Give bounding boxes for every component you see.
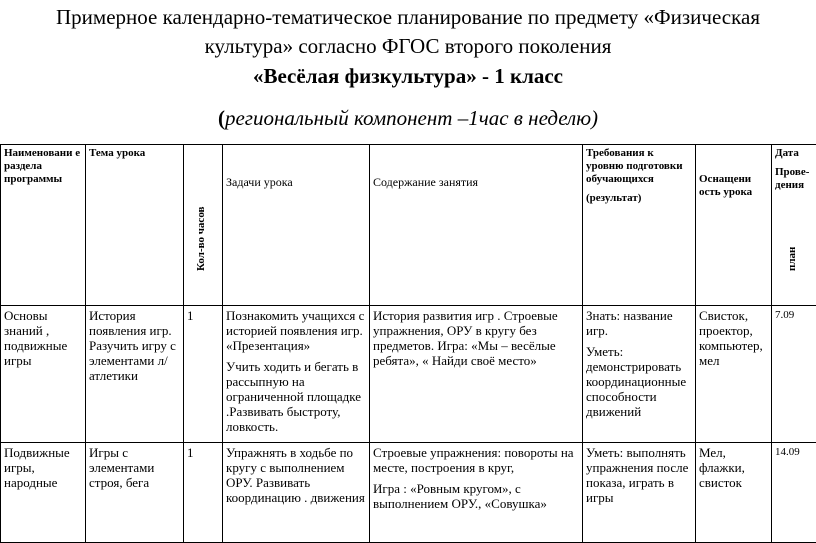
cell-content-p1: История развития игр . Строевые упражнения, ОРУ в кругу без предметов. Игра: «Мы – весёлые ребята», « Найди своё место» <box>373 308 579 368</box>
cell-tasks <box>223 443 370 543</box>
course-subtitle: «Весёлая физкультура» - 1 класс <box>0 64 816 89</box>
cell-hours: 1 <box>184 306 223 443</box>
table-row <box>1 443 816 543</box>
course-note <box>0 106 816 131</box>
cell-requirements <box>583 306 696 443</box>
title-line-2: культура» согласно ФГОС второго поколения <box>0 32 816 61</box>
cell-req-p1: Уметь: выполнять упражнения после показа, играть в игры <box>586 445 692 505</box>
cell-tasks-p2: Учить ходить и бегать в рассыпную на ограниченной площадке .Развивать быстроту, ловкость. <box>226 359 366 434</box>
table-header-row <box>1 145 816 306</box>
cell-content <box>370 306 583 443</box>
cell-req-p2: Уметь: демонстрировать координационные способности движений <box>586 344 692 419</box>
header-requirements-result: (результат) <box>586 192 692 205</box>
cell-date: 14.09 <box>772 443 816 543</box>
title-line-1: Примерное календарно-тематическое планирование по предмету «Физическая <box>0 3 816 32</box>
cell-tasks-p1: Упражнять в ходьбе по кругу с выполнением ОРУ. Развивать координацию . движения <box>226 445 366 505</box>
header-date <box>772 145 816 306</box>
cell-tasks <box>223 306 370 443</box>
cell-content-p2: Игра : «Ровным кругом», с выполнением ОРУ., «Совушка» <box>373 481 579 511</box>
cell-date: 7.09 <box>772 306 816 443</box>
header-date-plan: план <box>786 247 799 271</box>
cell-req-p1: Знать: название игр. <box>586 308 692 338</box>
header-section: Наименовани е раздела программы <box>1 145 86 306</box>
plan-table <box>0 144 816 543</box>
header-requirements <box>583 145 696 306</box>
cell-hours: 1 <box>184 443 223 543</box>
cell-section: Подвижные игры, народные <box>1 443 86 543</box>
note-paren: ( <box>218 106 225 130</box>
cell-content <box>370 443 583 543</box>
header-tasks: Задачи урока <box>223 145 370 306</box>
header-date-conduct: Прове- дения <box>775 166 815 192</box>
table-row <box>1 306 816 443</box>
header-date-label: Дата <box>775 147 815 160</box>
header-requirements-label: Требования к уровню подготовки обучающихся <box>586 147 692 186</box>
cell-tasks-p1: Познакомить учащихся с историей появления игр. «Презентация» <box>226 308 366 353</box>
cell-equipment: Свисток, проектор, компьютер, мел <box>696 306 772 443</box>
cell-topic: История появления игр. Разучить игру с элементами л/атлетики <box>86 306 184 443</box>
cell-topic: Игры с элементами строя, бега <box>86 443 184 543</box>
cell-requirements <box>583 443 696 543</box>
header-hours-label: Кол-во часов <box>194 207 209 272</box>
header-topic: Тема урока <box>86 145 184 306</box>
header-hours <box>184 145 223 306</box>
header-equipment: Оснащени ость урока <box>696 145 772 306</box>
cell-equipment: Мел, флажки, свисток <box>696 443 772 543</box>
cell-content-p1: Строевые упражнения: повороты на месте, построения в круг, <box>373 445 579 475</box>
note-text: региональный компонент –1час в неделю) <box>225 106 598 130</box>
cell-section: Основы знаний , подвижные игры <box>1 306 86 443</box>
header-content: Содержание занятия <box>370 145 583 306</box>
page-title <box>0 3 816 61</box>
